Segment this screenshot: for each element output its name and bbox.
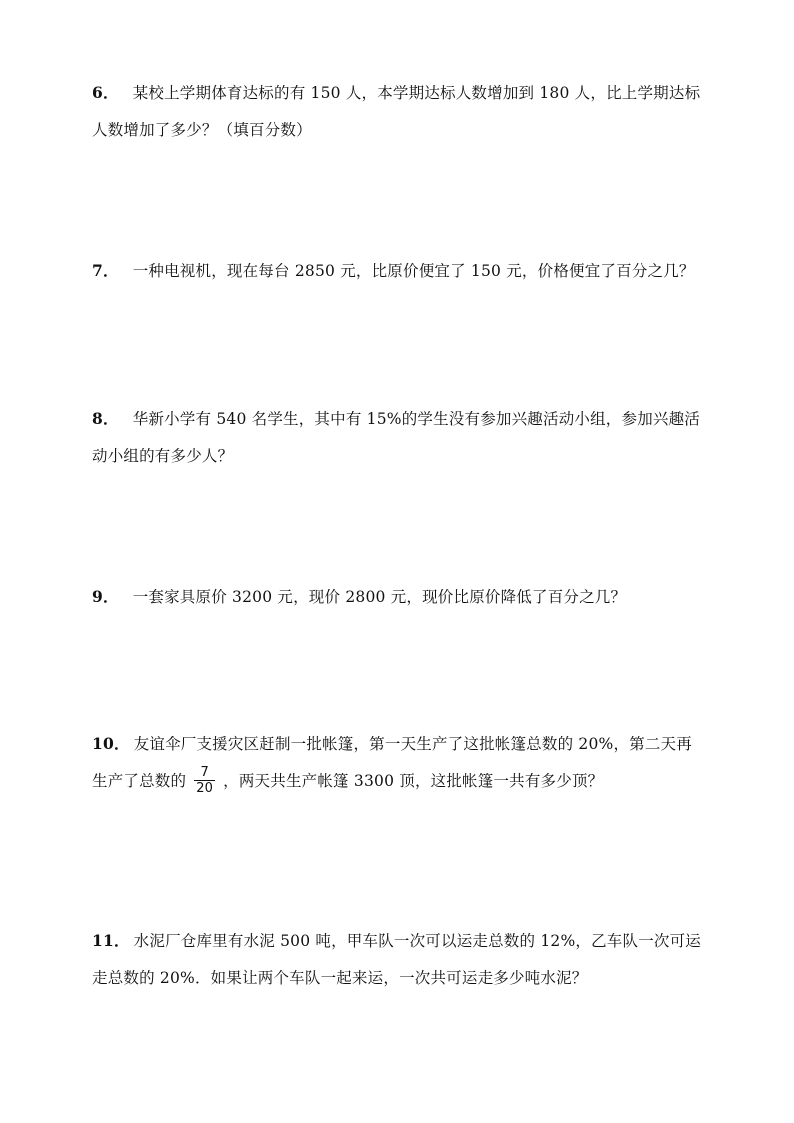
problem-text: 人数增加了多少？（填百分数） [92, 121, 312, 139]
fraction-denominator: 20 [196, 780, 214, 796]
fraction-numerator: 7 [200, 764, 209, 780]
problem-line [92, 74, 712, 112]
problem-number: 11． [92, 931, 130, 950]
problem-text: 华新小学有 540 名学生，其中有 15%的学生没有参加兴趣活动小组，参加兴趣活 [132, 410, 701, 428]
problem-text: 水泥厂仓库里有水泥 500 吨，甲车队一次可以运走总数的 12%，乙车队一次可运 [133, 932, 701, 950]
problem-text: 生产了总数的 [92, 772, 187, 790]
problem-text: 走总数的 20%．如果让两个车队一起来运，一次共可运走多少吨水泥？ [92, 969, 588, 987]
problem-7 [92, 252, 712, 290]
problem-11 [92, 922, 712, 997]
problem-line [92, 252, 712, 290]
problem-line [92, 725, 712, 763]
problem-text: 友谊伞厂支援灾区赶制一批帐篷，第一天生产了这批帐篷总数的 20%，第二天再 [133, 735, 692, 753]
problem-text: 动小组的有多少人？ [92, 447, 234, 465]
problem-text: 某校上学期体育达标的有 150 人，本学期达标人数增加到 180 人，比上学期达标 [132, 84, 701, 102]
problem-10 [92, 725, 712, 800]
fraction [194, 766, 215, 795]
problem-number: 10． [92, 734, 130, 753]
problem-line [92, 922, 712, 960]
problem-line [92, 578, 712, 616]
problem-line [92, 763, 712, 800]
problem-text: ，两天共生产帐篷 3300 顶，这批帐篷一共有多少顶？ [223, 772, 604, 790]
problem-text: 一套家具原价 3200 元，现价 2800 元，现价比原价降低了百分之几？ [132, 588, 627, 606]
problem-8 [92, 400, 712, 475]
problem-6 [92, 74, 712, 149]
problem-text: 一种电视机，现在每台 2850 元，比原价便宜了 150 元，价格便宜了百分之几？ [132, 262, 695, 280]
problem-line [92, 400, 712, 438]
problem-number: 7． [92, 261, 119, 280]
problem-number: 8． [92, 409, 119, 428]
problem-9 [92, 578, 712, 616]
problem-number: 6． [92, 83, 119, 102]
problem-number: 9． [92, 587, 119, 606]
